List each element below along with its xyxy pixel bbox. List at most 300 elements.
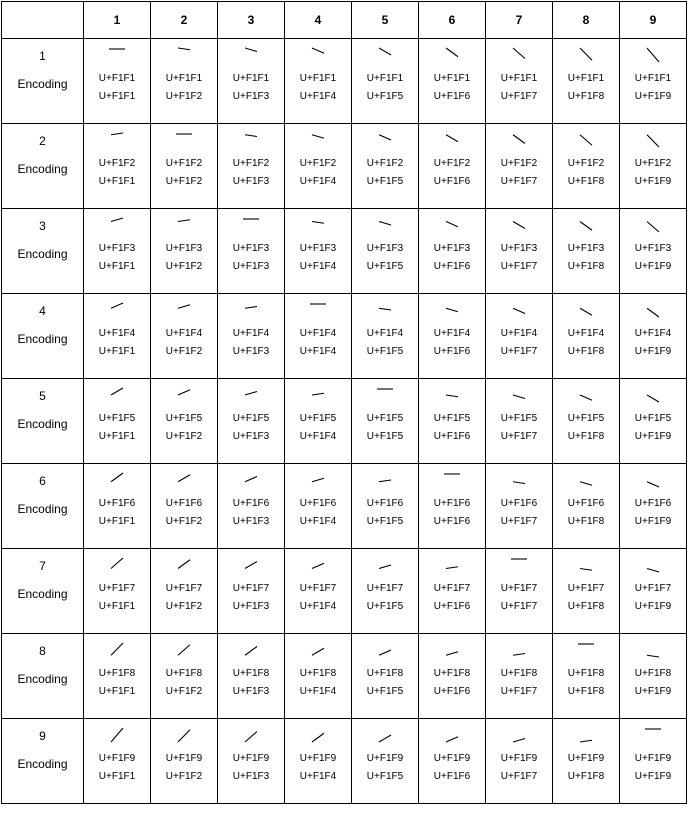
tone-contour-icon <box>376 215 394 233</box>
column-header: 7 <box>486 2 553 39</box>
tone-contour-icon <box>309 215 327 233</box>
tone-contour-icon <box>443 385 461 403</box>
end-code: U+F1F4 <box>299 91 337 102</box>
tone-contour-stroke <box>580 135 592 146</box>
end-code: U+F1F4 <box>299 346 337 357</box>
glyph-cell <box>218 294 285 379</box>
start-code: U+F1F9 <box>366 753 404 764</box>
tone-contour-icon <box>108 725 126 743</box>
end-code: U+F1F6 <box>433 91 471 102</box>
glyph-cell <box>352 39 419 124</box>
start-code: U+F1F6 <box>567 498 605 509</box>
tone-contour-stroke <box>580 569 592 571</box>
tone-contour-icon <box>242 555 260 573</box>
start-code: U+F1F9 <box>433 753 471 764</box>
end-code: U+F1F9 <box>634 261 672 272</box>
tone-contour-icon <box>309 725 327 743</box>
tone-contour-stroke <box>513 48 525 59</box>
start-code: U+F1F3 <box>98 243 136 254</box>
start-code: U+F1F2 <box>98 158 136 169</box>
end-code: U+F1F6 <box>433 601 471 612</box>
tone-contour-stroke <box>446 652 458 656</box>
tone-contour-icon <box>510 45 528 63</box>
start-code: U+F1F5 <box>366 413 404 424</box>
glyph-cell <box>419 379 486 464</box>
start-code: U+F1F4 <box>165 328 203 339</box>
end-code: U+F1F3 <box>232 516 270 527</box>
glyph-cell <box>553 39 620 124</box>
tone-contour-icon <box>108 640 126 658</box>
start-code: U+F1F8 <box>500 668 538 679</box>
start-code: U+F1F3 <box>433 243 471 254</box>
glyph-cell <box>486 634 553 719</box>
tone-contour-icon <box>242 300 260 318</box>
end-code: U+F1F5 <box>366 686 404 697</box>
end-code: U+F1F9 <box>634 686 672 697</box>
tone-contour-icon <box>108 130 126 148</box>
tone-contour-stroke <box>379 222 391 226</box>
header-row <box>2 2 687 39</box>
start-code: U+F1F4 <box>567 328 605 339</box>
tone-contour-icon <box>510 385 528 403</box>
column-header: 8 <box>553 2 620 39</box>
tone-contour-stroke <box>580 48 592 60</box>
end-code: U+F1F4 <box>299 176 337 187</box>
tone-contour-stroke <box>312 393 324 395</box>
start-code: U+F1F2 <box>433 158 471 169</box>
encoding-label: Encoding <box>17 757 68 771</box>
tone-contour-icon <box>175 130 193 148</box>
start-code: U+F1F3 <box>165 243 203 254</box>
column-header: 4 <box>285 2 352 39</box>
start-code: U+F1F1 <box>433 73 471 84</box>
tone-contour-icon <box>108 555 126 573</box>
table-row <box>2 39 687 124</box>
table-row <box>2 294 687 379</box>
start-code: U+F1F1 <box>98 73 136 84</box>
end-code: U+F1F8 <box>567 91 605 102</box>
end-code: U+F1F1 <box>98 601 136 612</box>
tone-contour-icon <box>242 640 260 658</box>
glyph-cell <box>84 464 151 549</box>
tone-contour-icon <box>108 385 126 403</box>
glyph-cell <box>352 379 419 464</box>
glyph-cell <box>352 719 419 804</box>
tone-contour-icon <box>577 45 595 63</box>
tone-contour-icon <box>510 300 528 318</box>
tone-contour-icon <box>510 555 528 573</box>
tone-contour-stroke <box>379 565 391 569</box>
tone-contour-icon <box>577 385 595 403</box>
end-code: U+F1F7 <box>500 346 538 357</box>
glyph-cell <box>218 209 285 294</box>
glyph-cell <box>352 209 419 294</box>
end-code: U+F1F2 <box>165 686 203 697</box>
glyph-cell <box>352 549 419 634</box>
start-code: U+F1F9 <box>500 753 538 764</box>
start-code: U+F1F4 <box>366 328 404 339</box>
end-code: U+F1F9 <box>634 601 672 612</box>
end-code: U+F1F2 <box>165 346 203 357</box>
glyph-cell <box>553 719 620 804</box>
start-code: U+F1F7 <box>299 583 337 594</box>
tone-contour-stroke <box>111 558 123 569</box>
tone-contour-icon <box>510 130 528 148</box>
start-code: U+F1F6 <box>299 498 337 509</box>
column-header: 3 <box>218 2 285 39</box>
end-code: U+F1F3 <box>232 601 270 612</box>
glyph-cell <box>84 719 151 804</box>
encoding-label: Encoding <box>17 332 68 346</box>
glyph-cell <box>620 379 687 464</box>
end-code: U+F1F8 <box>567 261 605 272</box>
encoding-table <box>1 1 687 804</box>
glyph-cell <box>419 39 486 124</box>
tone-contour-stroke <box>312 648 324 655</box>
glyph-cell <box>151 549 218 634</box>
tone-contour-stroke <box>647 222 659 233</box>
column-header: 5 <box>352 2 419 39</box>
tone-contour-stroke <box>245 392 257 396</box>
start-code: U+F1F9 <box>299 753 337 764</box>
glyph-cell <box>285 549 352 634</box>
row-number: 2 <box>39 134 46 148</box>
glyph-cell <box>285 719 352 804</box>
end-code: U+F1F6 <box>433 516 471 527</box>
start-code: U+F1F5 <box>299 413 337 424</box>
glyph-cell <box>419 124 486 209</box>
end-code: U+F1F5 <box>366 176 404 187</box>
tone-contour-icon <box>577 215 595 233</box>
tone-contour-stroke <box>111 388 123 395</box>
tone-contour-icon <box>309 45 327 63</box>
tone-contour-stroke <box>446 737 458 742</box>
glyph-cell <box>151 379 218 464</box>
start-code: U+F1F8 <box>567 668 605 679</box>
tone-contour-icon <box>175 470 193 488</box>
row-number: 6 <box>39 474 46 488</box>
glyph-cell <box>218 549 285 634</box>
tone-contour-icon <box>644 470 662 488</box>
glyph-cell <box>352 124 419 209</box>
glyph-cell <box>553 464 620 549</box>
glyph-cell <box>486 379 553 464</box>
tone-contour-stroke <box>245 477 257 482</box>
row-header <box>2 294 84 379</box>
glyph-cell <box>352 464 419 549</box>
glyph-cell <box>419 209 486 294</box>
table-row <box>2 634 687 719</box>
glyph-cell <box>419 549 486 634</box>
glyph-cell <box>84 379 151 464</box>
tone-contour-icon <box>108 45 126 63</box>
tone-contour-stroke <box>513 654 525 656</box>
glyph-cell <box>151 209 218 294</box>
tone-contour-icon <box>108 470 126 488</box>
tone-contour-stroke <box>647 135 659 147</box>
tone-contour-stroke <box>446 395 458 397</box>
tone-contour-icon <box>644 385 662 403</box>
tone-contour-icon <box>108 215 126 233</box>
end-code: U+F1F9 <box>634 516 672 527</box>
tone-contour-icon <box>510 640 528 658</box>
start-code: U+F1F2 <box>500 158 538 169</box>
start-code: U+F1F1 <box>299 73 337 84</box>
glyph-cell <box>218 719 285 804</box>
column-header: 9 <box>620 2 687 39</box>
end-code: U+F1F1 <box>98 516 136 527</box>
tone-contour-stroke <box>178 305 190 309</box>
glyph-cell <box>285 39 352 124</box>
end-code: U+F1F8 <box>567 176 605 187</box>
tone-contour-stroke <box>647 308 659 317</box>
table-row <box>2 464 687 549</box>
glyph-cell <box>151 124 218 209</box>
encoding-label: Encoding <box>17 162 68 176</box>
start-code: U+F1F7 <box>232 583 270 594</box>
glyph-cell <box>352 294 419 379</box>
start-code: U+F1F1 <box>634 73 672 84</box>
tone-contour-stroke <box>178 48 190 50</box>
tone-contour-icon <box>175 555 193 573</box>
glyph-cell <box>285 634 352 719</box>
glyph-cell <box>620 39 687 124</box>
end-code: U+F1F1 <box>98 91 136 102</box>
glyph-cell <box>352 634 419 719</box>
tone-contour-stroke <box>178 475 190 482</box>
tone-contour-icon <box>644 130 662 148</box>
row-number: 8 <box>39 644 46 658</box>
tone-contour-icon <box>510 725 528 743</box>
tone-contour-stroke <box>379 735 391 742</box>
start-code: U+F1F3 <box>299 243 337 254</box>
tone-contour-icon <box>242 470 260 488</box>
tone-contour-stroke <box>312 563 324 568</box>
tone-contour-icon <box>644 45 662 63</box>
glyph-cell <box>419 634 486 719</box>
glyph-cell <box>553 209 620 294</box>
tone-contour-icon <box>309 555 327 573</box>
end-code: U+F1F3 <box>232 686 270 697</box>
tone-contour-stroke <box>245 135 257 137</box>
start-code: U+F1F8 <box>366 668 404 679</box>
tone-contour-icon <box>175 215 193 233</box>
end-code: U+F1F5 <box>366 261 404 272</box>
glyph-cell <box>620 209 687 294</box>
tone-contour-stroke <box>647 655 659 657</box>
start-code: U+F1F5 <box>634 413 672 424</box>
start-code: U+F1F2 <box>232 158 270 169</box>
end-code: U+F1F3 <box>232 261 270 272</box>
table-row <box>2 209 687 294</box>
glyph-cell <box>486 719 553 804</box>
tone-contour-stroke <box>111 133 123 135</box>
tone-contour-stroke <box>379 308 391 310</box>
end-code: U+F1F5 <box>366 516 404 527</box>
tone-contour-icon <box>510 470 528 488</box>
tone-contour-icon <box>309 385 327 403</box>
tone-contour-stroke <box>312 222 324 224</box>
start-code: U+F1F2 <box>366 158 404 169</box>
start-code: U+F1F1 <box>366 73 404 84</box>
tone-contour-icon <box>577 640 595 658</box>
glyph-cell <box>151 634 218 719</box>
tone-contour-icon <box>242 385 260 403</box>
start-code: U+F1F1 <box>232 73 270 84</box>
start-code: U+F1F4 <box>232 328 270 339</box>
start-code: U+F1F3 <box>634 243 672 254</box>
encoding-label: Encoding <box>17 672 68 686</box>
end-code: U+F1F1 <box>98 261 136 272</box>
glyph-cell <box>419 294 486 379</box>
end-code: U+F1F2 <box>165 261 203 272</box>
glyph-cell <box>419 719 486 804</box>
tone-contour-icon <box>443 45 461 63</box>
end-code: U+F1F6 <box>433 176 471 187</box>
glyph-cell <box>620 549 687 634</box>
start-code: U+F1F2 <box>634 158 672 169</box>
start-code: U+F1F9 <box>232 753 270 764</box>
end-code: U+F1F7 <box>500 91 538 102</box>
end-code: U+F1F5 <box>366 771 404 782</box>
glyph-cell <box>620 294 687 379</box>
tone-contour-stroke <box>647 395 659 402</box>
tone-contour-icon <box>376 555 394 573</box>
end-code: U+F1F6 <box>433 261 471 272</box>
glyph-cell <box>486 294 553 379</box>
tone-contour-icon <box>443 555 461 573</box>
row-number: 1 <box>39 49 46 63</box>
end-code: U+F1F3 <box>232 176 270 187</box>
encoding-label: Encoding <box>17 587 68 601</box>
tone-contour-stroke <box>178 220 190 222</box>
row-header <box>2 549 84 634</box>
end-code: U+F1F6 <box>433 686 471 697</box>
tone-contour-icon <box>175 725 193 743</box>
tone-contour-stroke <box>446 308 458 312</box>
end-code: U+F1F2 <box>165 516 203 527</box>
tone-contour-stroke <box>647 569 659 573</box>
tone-contour-stroke <box>111 303 123 308</box>
row-header <box>2 719 84 804</box>
start-code: U+F1F5 <box>567 413 605 424</box>
start-code: U+F1F8 <box>98 668 136 679</box>
tone-contour-stroke <box>245 562 257 569</box>
end-code: U+F1F8 <box>567 516 605 527</box>
end-code: U+F1F1 <box>98 686 136 697</box>
end-code: U+F1F4 <box>299 261 337 272</box>
row-number: 5 <box>39 389 46 403</box>
start-code: U+F1F5 <box>433 413 471 424</box>
glyph-cell <box>151 719 218 804</box>
tone-contour-stroke <box>178 645 190 656</box>
glyph-cell <box>151 294 218 379</box>
glyph-cell <box>84 634 151 719</box>
tone-contour-icon <box>644 640 662 658</box>
tone-contour-stroke <box>312 48 324 53</box>
tone-contour-stroke <box>245 48 257 52</box>
tone-contour-icon <box>577 470 595 488</box>
tone-contour-icon <box>309 130 327 148</box>
end-code: U+F1F1 <box>98 346 136 357</box>
start-code: U+F1F7 <box>433 583 471 594</box>
tone-contour-icon <box>443 640 461 658</box>
end-code: U+F1F8 <box>567 431 605 442</box>
row-header <box>2 209 84 294</box>
tone-contour-stroke <box>513 222 525 229</box>
start-code: U+F1F8 <box>433 668 471 679</box>
end-code: U+F1F4 <box>299 771 337 782</box>
tone-contour-icon <box>309 470 327 488</box>
glyph-cell <box>218 379 285 464</box>
tone-contour-stroke <box>245 647 257 656</box>
glyph-cell <box>285 379 352 464</box>
glyph-cell <box>285 209 352 294</box>
encoding-label: Encoding <box>17 247 68 261</box>
glyph-cell <box>218 634 285 719</box>
tone-contour-stroke <box>178 730 190 742</box>
end-code: U+F1F7 <box>500 601 538 612</box>
tone-contour-stroke <box>580 482 592 486</box>
start-code: U+F1F6 <box>500 498 538 509</box>
end-code: U+F1F4 <box>299 686 337 697</box>
tone-contour-stroke <box>647 48 659 62</box>
tone-contour-stroke <box>111 473 123 482</box>
tone-contour-stroke <box>513 739 525 743</box>
tone-contour-icon <box>644 725 662 743</box>
start-code: U+F1F5 <box>165 413 203 424</box>
end-code: U+F1F5 <box>366 346 404 357</box>
tone-contour-stroke <box>111 728 123 742</box>
tone-contour-stroke <box>245 732 257 743</box>
start-code: U+F1F7 <box>165 583 203 594</box>
tone-contour-icon <box>443 470 461 488</box>
tone-contour-icon <box>242 215 260 233</box>
glyph-cell <box>620 719 687 804</box>
table-row <box>2 549 687 634</box>
end-code: U+F1F9 <box>634 431 672 442</box>
end-code: U+F1F2 <box>165 91 203 102</box>
start-code: U+F1F9 <box>165 753 203 764</box>
glyph-cell <box>486 209 553 294</box>
tone-contour-stroke <box>178 560 190 569</box>
column-header: 1 <box>84 2 151 39</box>
end-code: U+F1F2 <box>165 771 203 782</box>
row-header <box>2 379 84 464</box>
tone-contour-icon <box>443 300 461 318</box>
start-code: U+F1F2 <box>165 158 203 169</box>
glyph-cell <box>84 294 151 379</box>
start-code: U+F1F2 <box>567 158 605 169</box>
row-header <box>2 634 84 719</box>
table-row <box>2 124 687 209</box>
end-code: U+F1F6 <box>433 431 471 442</box>
tone-contour-stroke <box>446 48 458 57</box>
start-code: U+F1F1 <box>165 73 203 84</box>
end-code: U+F1F7 <box>500 431 538 442</box>
tone-contour-stroke <box>647 482 659 487</box>
tone-contour-stroke <box>312 733 324 742</box>
end-code: U+F1F3 <box>232 431 270 442</box>
tone-contour-stroke <box>312 135 324 139</box>
end-code: U+F1F2 <box>165 431 203 442</box>
glyph-cell <box>620 124 687 209</box>
tone-contour-stroke <box>446 135 458 142</box>
start-code: U+F1F4 <box>433 328 471 339</box>
glyph-cell <box>553 634 620 719</box>
tone-contour-stroke <box>111 643 123 655</box>
end-code: U+F1F4 <box>299 601 337 612</box>
